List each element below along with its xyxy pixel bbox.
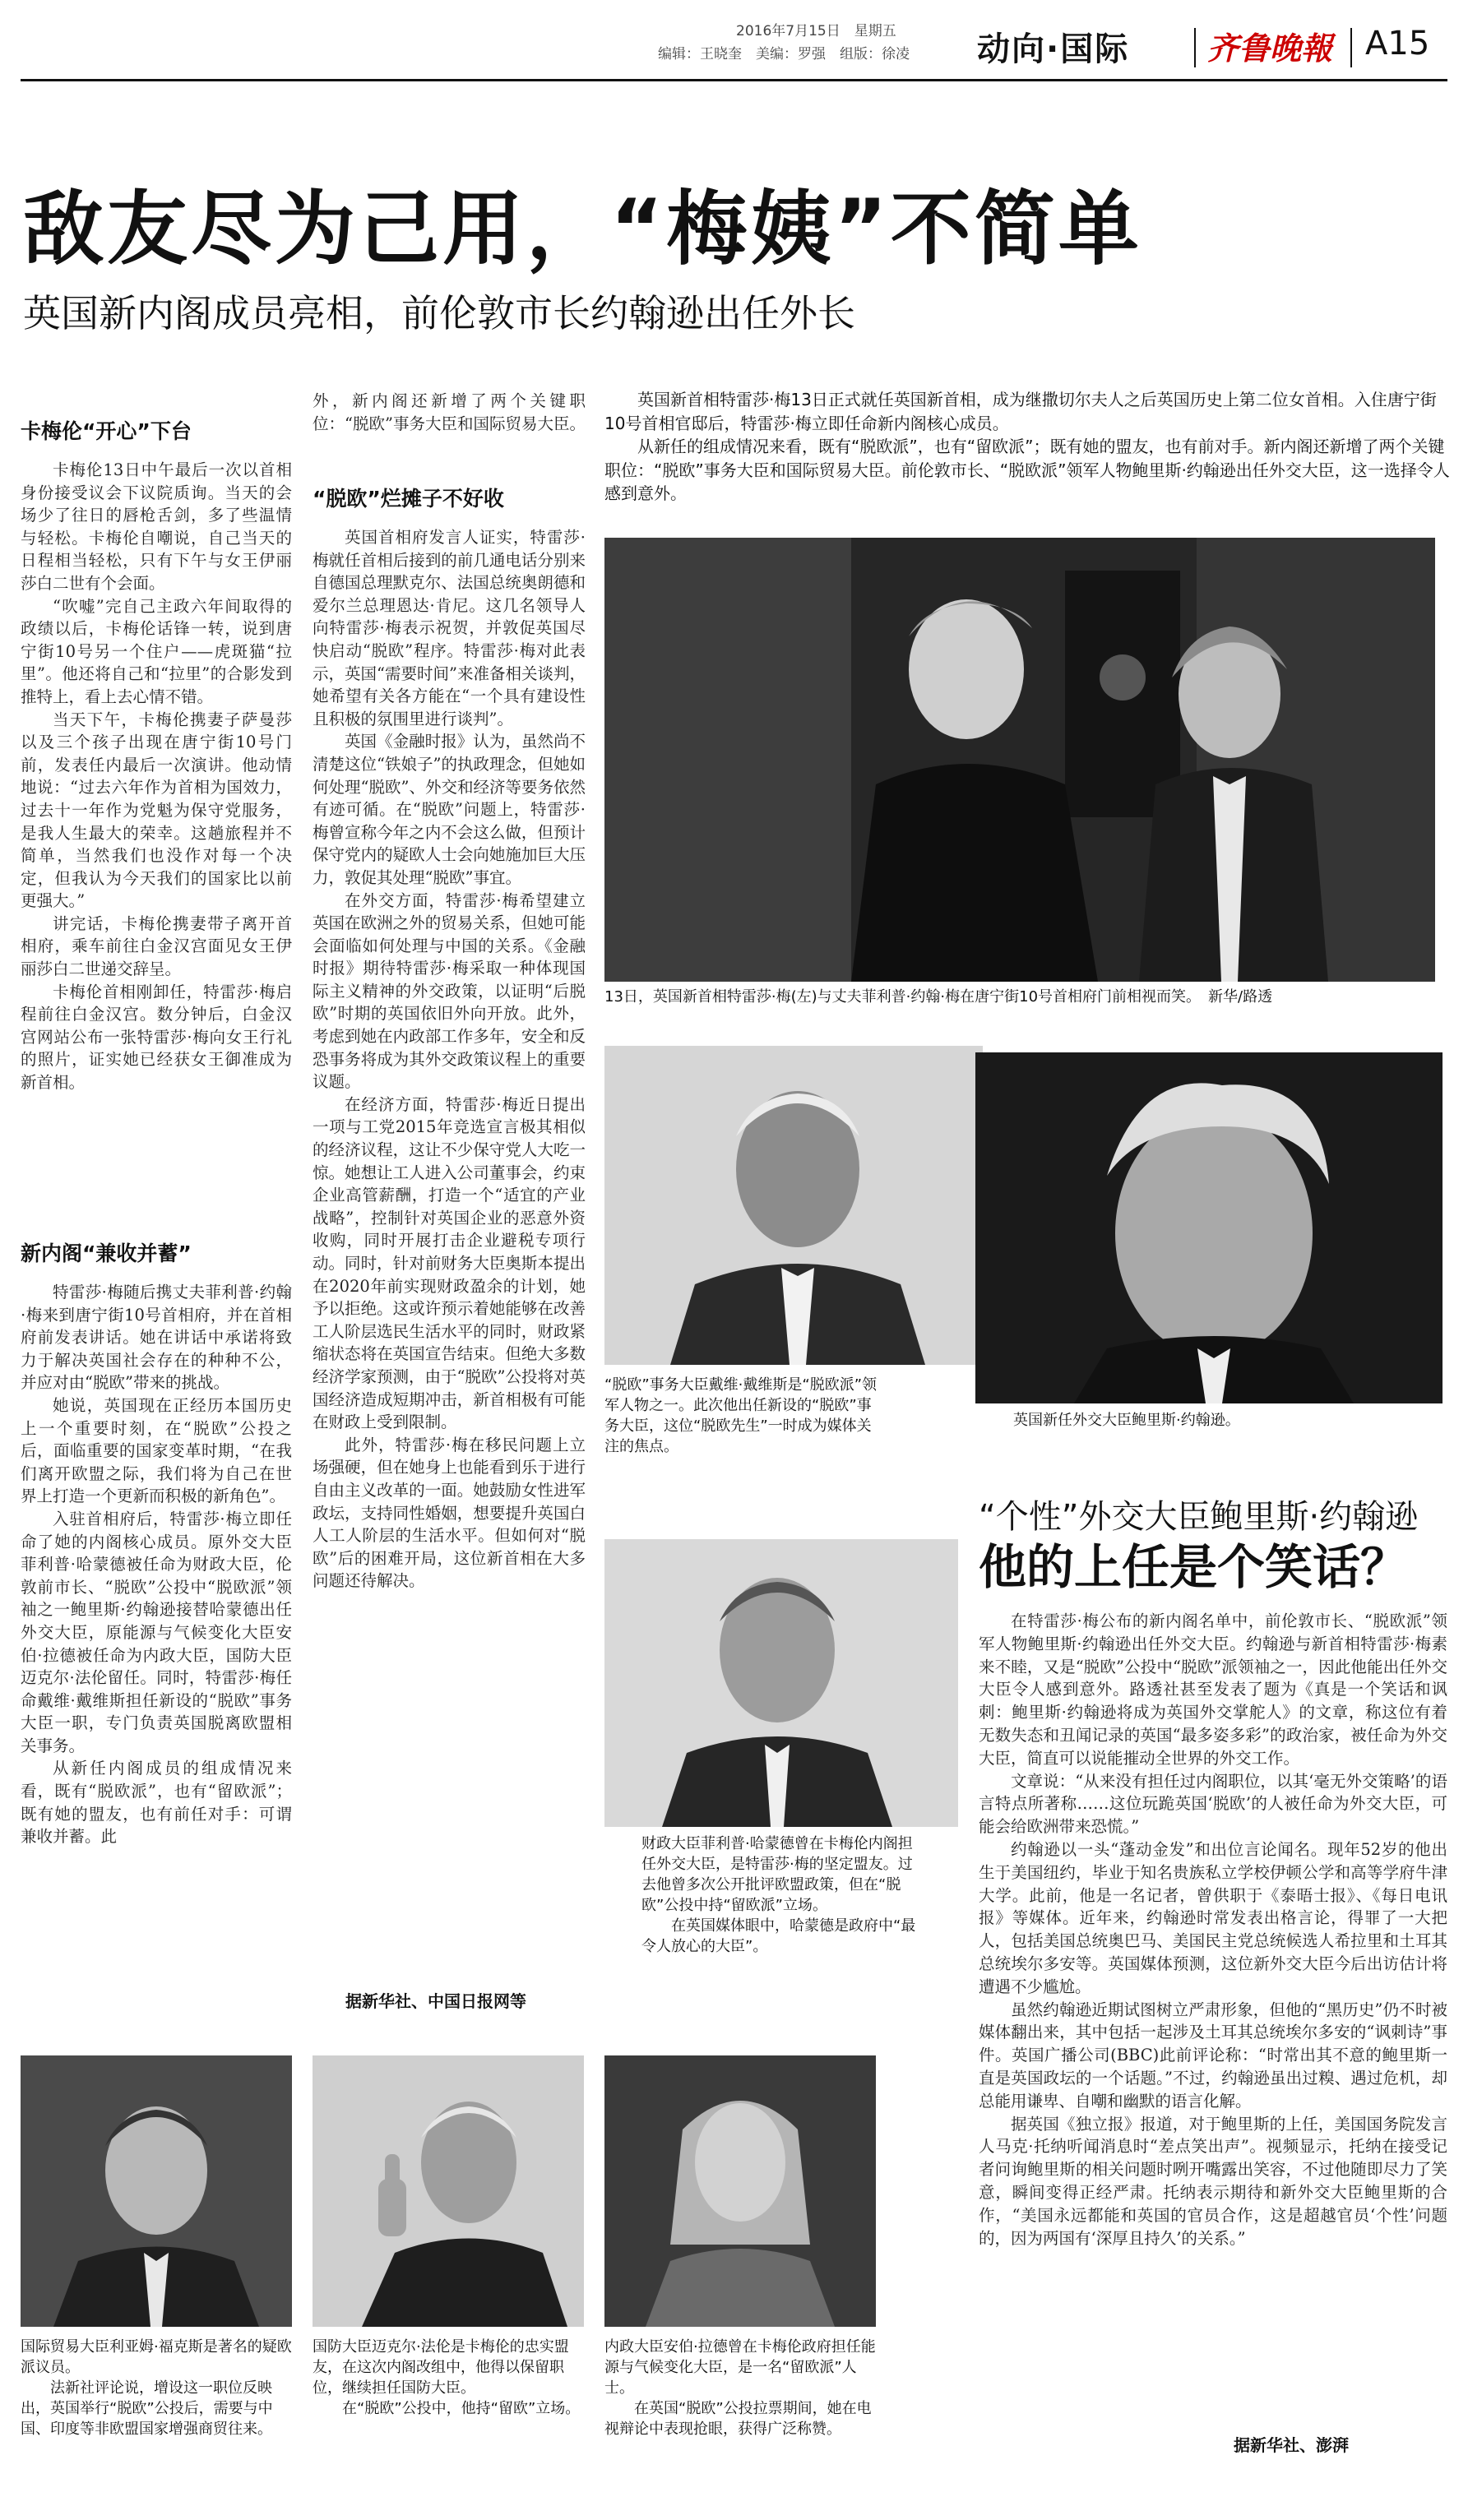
col2-byline: 据新华社、中国日报网等 bbox=[345, 1991, 526, 2011]
main-headline: 敌友尽为己用，“梅姨”不简单 bbox=[23, 183, 1142, 276]
col1-heading-cabinet: 新内阁“兼收并蓄” bbox=[21, 1242, 192, 1265]
photo-amber-rudd bbox=[604, 2055, 876, 2327]
paragraph: 在外交方面，特雷莎·梅希望建立英国在欧洲之外的贸易关系，但她可能会面临如何处理与中国的关系。《金融时报》期待特雷莎·梅采取一种体现国际主义精神的外交政策，以证明“后脱欧”时期的英国依旧外向开放。此外，考虑到她在内政部工作多年，安全和反恐事务将成为其外交政策议程上的重要议题。 bbox=[313, 890, 586, 1092]
photo-illustration bbox=[604, 538, 1435, 982]
photo-illustration bbox=[21, 2055, 292, 2327]
col2-article-part1 bbox=[313, 390, 586, 435]
header-divider bbox=[1350, 28, 1352, 67]
sub-headline: 英国新内阁成员亮相，前伦敦市长约翰逊出任外长 bbox=[23, 291, 855, 335]
col1-article-part1 bbox=[21, 459, 292, 1223]
lead-paragraph: 从新任的组成情况来看，既有“脱欧派”，也有“留欧派”；既有她的盟友，也有前对手。新内阁还新增了两个关键职位：“脱欧”事务大臣和国际贸易大臣。前伦敦市长、“脱欧派”领军人物鲍里斯·约翰逊出任外交大臣，这一选择令人感到意外。 bbox=[604, 437, 1450, 503]
fox-caption bbox=[21, 2337, 292, 2439]
paragraph: 在特雷莎·梅公布的新内阁名单中，前伦敦市长、“脱欧派”领军人物鲍里斯·约翰逊出任外交大臣。约翰逊与新首相特雷莎·梅素来不睦，又是“脱欧”公投中“脱欧”派领袖之一，因此他能出任外交大臣令人感到意外。路透社甚至发表了题为《真是一个笑话和讽刺：鲍里斯·约翰逊将成为英国外交掌舵人》的文章，称这位有着无数失态和丑闻记录的英国“最多姿多彩”的政治家，被任命为外交大臣，简直可以说能摧动全世界的外交工作。 bbox=[979, 1611, 1447, 1768]
editors-line: 编辑：王晓奎 美编：罗强 组版：徐凌 bbox=[658, 46, 910, 62]
paragraph: 约翰逊以一头“蓬动金发”和出位言论闻名。现年52岁的他出生于美国纽约，毕业于知名贵族私立学校伊顿公学和高等学府牛津大学。此前，他是一名记者，曾供职于《泰晤士报》、《每日电讯报》等媒体。近年来，约翰逊时常发表出格言论，得罪了一大把人，包括美国总统奥巴马、美国民主党总统候选人希拉里和土耳其总统埃尔多安等。英国媒体预测，这位新外交大臣今后出访估计将遭遇不少尴尬。 bbox=[979, 1839, 1447, 1996]
header-divider bbox=[1194, 28, 1196, 67]
photo-illustration bbox=[604, 1046, 983, 1365]
col1-article-part2 bbox=[21, 1281, 292, 1996]
col2-heading-brexit: “脱欧”烂摊子不好收 bbox=[313, 487, 504, 511]
johnson-caption: 英国新任外交大臣鲍里斯·约翰逊。 bbox=[1013, 1412, 1240, 1429]
paragraph: 英国《金融时报》认为，虽然尚不清楚这位“铁娘子”的执政理念，但她如何处理“脱欧”、外交和经济等要务依然有迹可循。在“脱欧”问题上，特雷莎·梅曾宣称今年之内不会这么做，但预计保守党内的疑欧人士会向她施加巨大压力，敦促其处理“脱欧”事宜。 bbox=[313, 732, 586, 887]
photo-liam-fox bbox=[21, 2055, 292, 2327]
main-photo-may-and-husband bbox=[604, 538, 1435, 982]
sidebar-kicker: “个性”外交大臣鲍里斯·约翰逊 bbox=[979, 1498, 1419, 1536]
paragraph: 卡梅伦首相刚卸任，特雷莎·梅启程前往白金汉宫。数分钟后，白金汉宫网站公布一张特雷莎·梅向女王行礼的照片，证实她已经获女王御准成为新首相。 bbox=[21, 982, 292, 1093]
paragraph: 入驻首相府后，特雷莎·梅立即任命了她的内阁核心成员。原外交大臣菲利普·哈蒙德被任命为财政大臣，伦敦前市长、“脱欧”公投中“脱欧派”领袖之一鲍里斯·约翰逊接替哈蒙德出任外交大臣，原能源与气候变化大臣安伯·拉德被任命为内政大臣，国防大臣迈克尔·法伦留任。同时，特雷莎·梅任命戴维·戴维斯担任新设的“脱欧”事务大臣一职，专门负责英国脱离欧盟相关事务。 bbox=[21, 1509, 292, 1755]
weekday: 星期五 bbox=[854, 23, 896, 39]
caption-paragraph: 法新社评论说，增设这一职位反映出，英国举行“脱欧”公投后，需要与中国、印度等非欧盟国家增强商贸往来。 bbox=[21, 2379, 273, 2438]
caption-paragraph: 在英国“脱欧”公投拉票期间，她在电视辩论中表现抢眼，获得广泛称赞。 bbox=[604, 2400, 872, 2438]
davis-caption: “脱欧”事务大臣戴维·戴维斯是“脱欧派”领军人物之一。此次他出任新设的“脱欧”事务大臣，这位“脱欧先生”一时成为媒体关注的焦点。 bbox=[604, 1376, 878, 1455]
sidebar-headline: 他的上任是个笑话？ bbox=[979, 1539, 1409, 1595]
paragraph: 当天下午，卡梅伦携妻子萨曼莎以及三个孩子出现在唐宁街10号门前，发表任内最后一次演讲。他动情地说：“过去六年作为首相为国效力，过去十一年作为党魁为保守党服务，是我人生最大的荣幸。这趟旅程并不简单，当然我们也没作对每一个决定，但我认为今天我们的国家比以前更强大。” bbox=[21, 710, 292, 911]
paragraph: 英国首相府发言人证实，特雷莎·梅就任首相后接到的前几通电话分别来自德国总理默克尔、法国总统奥朗德和爱尔兰总理恩达·肯尼。这几名领导人向特雷莎·梅表示祝贺，并敦促英国尽快启动“脱欧”程序。特雷莎·梅对此表示，英国“需要时间”来准备相关谈判，她希望有关各方能在“一个具有建设性且积极的氛围里进行谈判”。 bbox=[313, 528, 586, 728]
paragraph: 她说，英国现在正经历本国历史上一个重要时刻，在“脱欧”公投之后，面临重要的国家变革时期，“在我们离开欧盟之际，我们将为自己在世界上打造一个更新而积极的新角色”。 bbox=[21, 1395, 292, 1506]
paragraph: 讲完话，卡梅伦携妻带子离开首相府，乘车前往白金汉宫面见女王伊丽莎白二世递交辞呈。 bbox=[21, 913, 292, 979]
caption-paragraph: 财政大臣菲利普·哈蒙德曾在卡梅伦内阁担任外交大臣，是特雷莎·梅的坚定盟友。过去他曾多次公开批评欧盟政策，但在“脱欧”公投中持“留欧派”立场。 bbox=[641, 1835, 913, 1914]
photo-illustration bbox=[604, 1539, 958, 1827]
sidebar-article bbox=[979, 1610, 1447, 2432]
newspaper-logo: 齐鲁晚報 bbox=[1207, 30, 1333, 67]
caption-paragraph: 在“脱欧”公投中，他持“留欧”立场。 bbox=[342, 2400, 581, 2417]
lead-paragraph: 英国新首相特雷莎·梅13日正式就任英国新首相，成为继撒切尔夫人之后英国历史上第二位女首相。入住唐宁街10号首相官邸后，特雷莎·梅立即任命新内阁核心成员。 bbox=[604, 390, 1437, 433]
paragraph: 特雷莎·梅随后携丈夫菲利普·约翰·梅来到唐宁街10号首相府，并在首相府前发表讲话。她在讲话中承诺将致力于解决英国社会存在的种种不公，并应对由“脱欧”带来的挑战。 bbox=[21, 1283, 292, 1393]
photo-illustration bbox=[975, 1052, 1443, 1403]
top-lead bbox=[604, 388, 1452, 506]
caption-paragraph: 国防大臣迈克尔·法伦是卡梅伦的忠实盟友，在这次内阁改组中，他得以保留职位，继续担任国防大臣。 bbox=[313, 2338, 569, 2397]
photo-illustration bbox=[604, 2055, 876, 2327]
paragraph: 据英国《独立报》报道，对于鲍里斯的上任，美国国务院发言人马克·托纳听闻消息时“差点笑出声”。视频显示，托纳在接受记者问询鲍里斯的相关问题时咧开嘴露出笑容，不过他随即尽力了笑意，瞬间变得正经严肃。托纳表示期待和新外交大臣鲍里斯的合作，“美国永远都能和英国的官员合作，这是超越官员‘个性’问题的，因为两国有‘深厚且持久’的关系。” bbox=[979, 2114, 1447, 2248]
paragraph: 在经济方面，特雷莎·梅近日提出一项与工党2015年竞选宣言极其相似的经济议程，这让不少保守党人大吃一惊。她想让工人进入公司董事会，约束企业高管薪酬，打造一个“适宜的产业战略”，控制针对英国企业的恶意外资收购，同时开展打击企业避税专项行动。同时，针对前财务大臣奥斯本提出在2020年前实现财政盈余的计划，她予以拒绝。这或许预示着她能够在改善工人阶层选民生活水平的同时，财政紧缩状态将在英国宣告结束。但绝大多数经济学家预测，由于“脱欧”公投将对英国经济造成短期冲击，新首相极有可能在财政上受到限制。 bbox=[313, 1094, 586, 1432]
issue-date bbox=[736, 21, 896, 41]
photo-philip-hammond bbox=[604, 1539, 958, 1827]
header-rule bbox=[21, 79, 1447, 81]
date: 2016年7月15日 bbox=[736, 23, 841, 39]
paragraph: 卡梅伦13日中午最后一次以首相身份接受议会下议院质询。当天的会场少了往日的唇枪舌剑，多了些温情与轻松。卡梅伦自嘲说，自己当天的日程相当轻松，只有下午与女王伊丽莎白二世有个会面。 bbox=[21, 460, 292, 593]
photo-illustration bbox=[313, 2055, 584, 2327]
paragraph: 文章说：“从来没有担任过内阁职位，以其‘毫无外交策略’的语言特点所著称……这位玩跪英国‘脱欧’的人被任命为外交大臣，可能会给欧洲带来恐慌。” bbox=[979, 1771, 1447, 1837]
photo-david-davis bbox=[604, 1046, 983, 1365]
paragraph: 从新任内阁成员的组成情况来看，既有“脱欧派”，也有“留欧派”；既有她的盟友，也有前任对手：可谓兼收并蓄。此 bbox=[21, 1759, 292, 1847]
col2-article-part2 bbox=[313, 526, 586, 1986]
section-title: 动向·国际 bbox=[977, 30, 1130, 68]
sidebar-byline: 据新华社、澎湃 bbox=[1234, 2435, 1349, 2455]
photo-michael-fallon bbox=[313, 2055, 584, 2327]
hammond-caption bbox=[641, 1833, 917, 1957]
caption-paragraph: 在英国媒体眼中，哈蒙德是政府中“最令人放心的大臣”。 bbox=[641, 1917, 916, 1955]
caption-paragraph: 内政大臣安伯·拉德曾在卡梅伦政府担任能源与气候变化大臣，是一名“留欧派”人士。 bbox=[604, 2338, 876, 2397]
paragraph: 此外，特雷莎·梅在移民问题上立场强硬，但在她身上也能看到乐于进行自由主义改革的一面。她鼓励女性进军政坛，支持同性婚姻，想要提升英国白人工人阶层的生活水平。但如何对“脱欧”后的困难开局，这位新首相在大多问题还待解决。 bbox=[313, 1435, 586, 1591]
paragraph: 虽然约翰逊近期试图树立严肃形象，但他的“黑历史”仍不时被媒体翻出来，其中包括一起涉及土耳其总统埃尔多安的“讽刺诗”事件。英国广播公司(BBC)此前评论称：“时常出其不意的鲍里斯一直是英国政坛的一个话题。”不过，约翰逊虽出过糗、遇过危机，却总能用谦卑、自嘲和幽默的语言化解。 bbox=[979, 2000, 1447, 2111]
caption-paragraph: 国际贸易大臣利亚姆·福克斯是著名的疑欧派议员。 bbox=[21, 2338, 292, 2376]
paragraph: “吹嘘”完自己主政六年间取得的政绩以后，卡梅伦话锋一转，说到唐宁街10号另一个住户——虎斑猫“拉里”。他还将自己和“拉里”的合影发到推特上，看上去心情不错。 bbox=[21, 596, 292, 706]
paragraph: 外，新内阁还新增了两个关键职位：“脱欧”事务大臣和国际贸易大臣。 bbox=[313, 391, 586, 433]
photo-boris-johnson bbox=[975, 1052, 1443, 1403]
fallon-caption bbox=[313, 2337, 584, 2419]
page-number: A15 bbox=[1365, 25, 1430, 62]
col1-heading-cameron: 卡梅伦“开心”下台 bbox=[21, 419, 192, 443]
main-photo-caption: 13日，英国新首相特雷莎·梅(左)与丈夫菲利普·约翰·梅在唐宁街10号首相府门前相视而笑。 新华/路透 bbox=[604, 988, 1273, 1006]
rudd-caption bbox=[604, 2337, 876, 2439]
